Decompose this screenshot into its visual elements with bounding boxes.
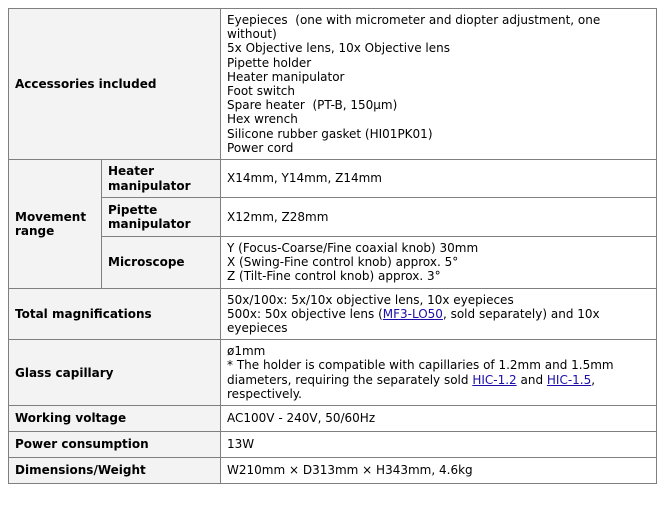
accessory-item: Foot switch xyxy=(227,84,296,99)
microscope-label: Microscope xyxy=(102,237,221,289)
row-capillary xyxy=(9,340,657,406)
row-dimensions xyxy=(9,458,657,484)
hic-1-5-link[interactable]: HIC-1.5 xyxy=(546,372,592,387)
dimensions-label: Dimensions/Weight xyxy=(9,458,221,484)
row-power xyxy=(9,432,657,458)
row-voltage xyxy=(9,406,657,432)
spec-table xyxy=(8,8,657,484)
pipette-manipulator-value: X12mm, Z28mm xyxy=(221,198,657,237)
row-accessories xyxy=(9,9,657,160)
capillary-diameter: ø1mm xyxy=(227,344,266,359)
heater-manipulator-value: X14mm, Y14mm, Z14mm xyxy=(221,160,657,198)
capillary-label: Glass capillary xyxy=(9,340,221,406)
row-movement-microscope xyxy=(9,237,657,289)
microscope-range-line: Z (Tilt-Fine control knob) approx. 3° xyxy=(227,269,441,284)
magnification-text: , sold separately) and 10x eyepieces xyxy=(227,306,604,336)
row-magnifications xyxy=(9,288,657,340)
capillary-note-text: and xyxy=(516,372,547,387)
movement-label: Movement range xyxy=(9,160,102,289)
capillary-note xyxy=(227,358,650,401)
microscope-range-line: X (Swing-Fine control knob) approx. 5° xyxy=(227,255,459,270)
accessory-item: Heater manipulator xyxy=(227,69,345,84)
magnifications-value xyxy=(221,288,657,340)
row-movement-pipette xyxy=(9,198,657,237)
accessory-item: Spare heater (PT-B, 150µm) xyxy=(227,98,398,113)
accessories-value xyxy=(221,9,657,160)
accessory-item: Eyepieces (one with micrometer and diopter adjustment, one without) xyxy=(227,13,605,42)
magnification-text: 500x: 50x objective lens ( xyxy=(227,306,383,321)
pipette-manipulator-label: Pipette manipulator xyxy=(102,198,221,237)
microscope-value xyxy=(221,237,657,289)
accessory-item: Hex wrench xyxy=(227,112,298,127)
heater-manipulator-label: Heater manipulator xyxy=(102,160,221,198)
accessory-item: Silicone rubber gasket (HI01PK01) xyxy=(227,126,433,141)
magnification-line: 50x/100x: 5x/10x objective lens, 10x eyepieces xyxy=(227,292,514,307)
mf3-lo50-link[interactable]: MF3-LO50 xyxy=(382,306,443,321)
power-label: Power consumption xyxy=(9,432,221,458)
microscope-range-line: Y (Focus-Coarse/Fine coaxial knob) 30mm xyxy=(227,241,479,256)
voltage-value: AC100V - 240V, 50/60Hz xyxy=(221,406,657,432)
magnification-line xyxy=(227,307,650,335)
accessory-item: Power cord xyxy=(227,140,294,155)
voltage-label: Working voltage xyxy=(9,406,221,432)
power-value: 13W xyxy=(221,432,657,458)
accessory-item: 5x Objective lens, 10x Objective lens xyxy=(227,41,450,56)
accessory-item: Pipette holder xyxy=(227,55,312,70)
row-movement-heater xyxy=(9,160,657,198)
accessories-label: Accessories included xyxy=(9,9,221,160)
capillary-note-text: , respectively. xyxy=(227,372,599,401)
dimensions-value: W210mm × D313mm × H343mm, 4.6kg xyxy=(221,458,657,484)
capillary-note-text: * The holder is compatible with capillaries of 1.2mm and 1.5mm diameters, requiring the separately sold xyxy=(227,358,618,387)
capillary-value xyxy=(221,340,657,406)
hic-1-2-link[interactable]: HIC-1.2 xyxy=(472,372,517,387)
magnifications-label: Total magnifications xyxy=(9,288,221,340)
